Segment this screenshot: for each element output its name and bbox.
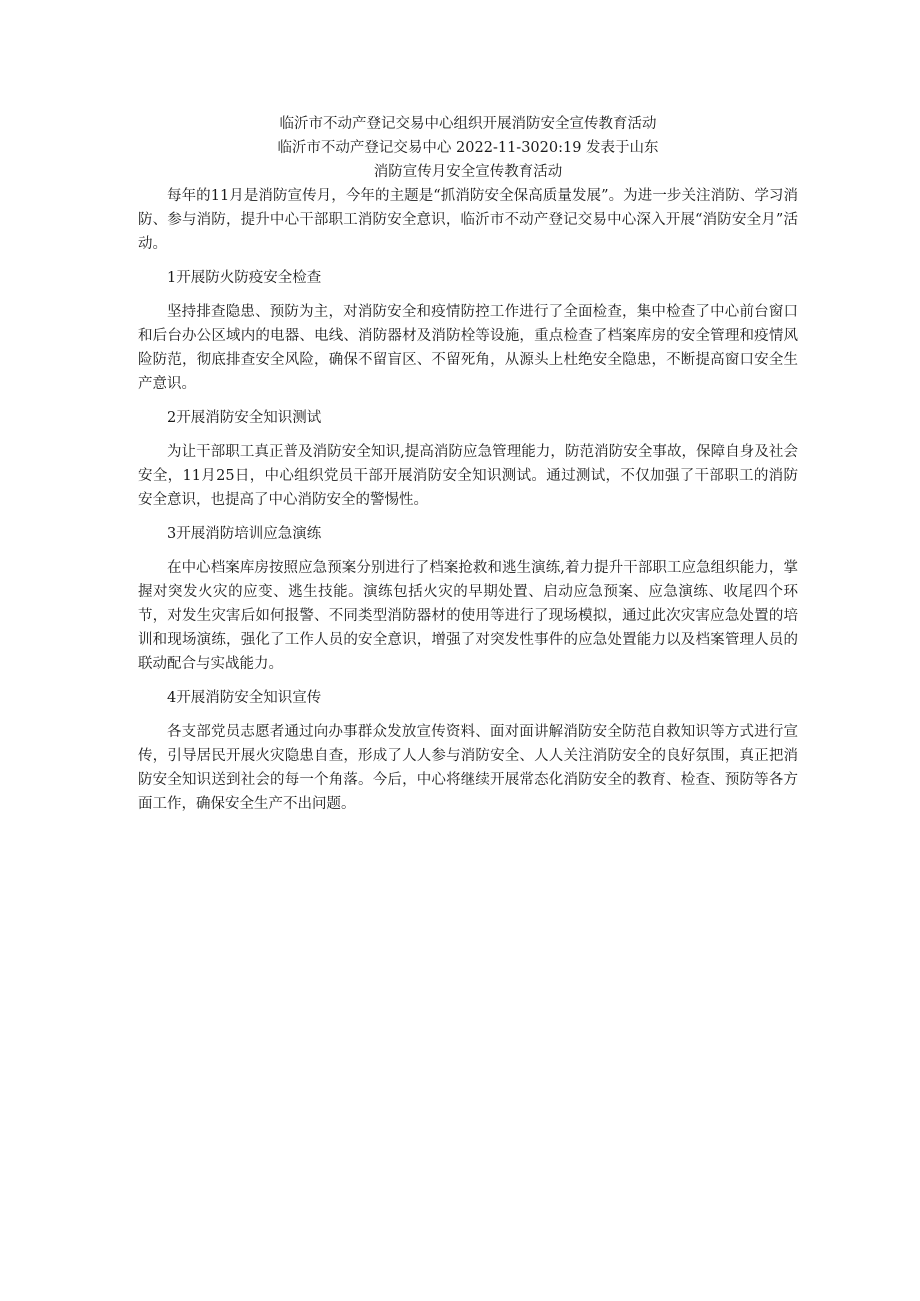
title-block: [138, 112, 798, 184]
document-title: 临沂市不动产登记交易中心组织开展消防安全宣传教育活动: [279, 116, 657, 132]
section-body-2: 为让干部职工真正普及消防安全知识,提高消防应急管理能力，防范消防安全事故，保障自身及社会安全，11月25日，中心组织党员干部开展消防安全知识测试。通过测试，不仅加强了干部职工的消防安全意识，也提高了中心消防安全的警惕性。: [138, 444, 798, 508]
section-body-3: 在中心档案库房按照应急预案分别进行了档案抢救和逃生演练,着力提升干部职工应急组织能力，掌握对突发火灾的应变、逃生技能。演练包括火灾的早期处置、启动应急预案、应急演练、收尾四个环节，对发生灾害后如何报警、不同类型消防器材的使用等进行了现场模拟，通过此次灾害应急处置的培训和现场演练，强化了工作人员的安全意识，增强了对突发性事件的应急处置能力以及档案管理人员的联动配合与实战能力。: [138, 560, 798, 672]
section-body-4: 各支部党员志愿者通过向办事群众发放宣传资料、面对面讲解消防安全防范自救知识等方式进行宣传，引导居民开展火灾隐患自查，形成了人人参与消防安全、人人关注消防安全的良好氛围，真正把消防安全知识送到社会的每一个角落。今后，中心将继续开展常态化消防安全的教育、检查、预防等各方面工作，确保安全生产不出问题。: [138, 724, 798, 812]
document-subtitle: 消防宣传月安全宣传教育活动: [373, 164, 563, 180]
section-heading-3: 3开展消防培训应急演练: [167, 526, 322, 542]
section-heading-1: 1开展防火防疫安全检查: [167, 270, 322, 286]
document-page: [138, 112, 798, 826]
section-heading-4: 4开展消防安全知识宣传: [167, 690, 322, 706]
section-heading-2: 2开展消防安全知识测试: [167, 410, 322, 426]
section-body-1: 坚持排查隐患、预防为主，对消防安全和疫情防控工作进行了全面检查，集中检查了中心前台窗口和后台办公区域内的电器、电线、消防器材及消防栓等设施，重点检查了档案库房的安全管理和疫情风险防范，彻底排查安全风险，确保不留盲区、不留死角，从源头上杜绝安全隐患，不断提高窗口安全生产意识。: [138, 304, 798, 392]
document-byline: 临沂市不动产登记交易中心 2022-11-3020:19 发表于山东: [277, 140, 659, 156]
intro-paragraph: 每年的11月是消防宣传月，今年的主题是“抓消防安全保高质量发展”。为进一步关注消防、学习消防、参与消防，提升中心干部职工消防安全意识，临沂市不动产登记交易中心深入开展“消防安全月”活动。: [138, 188, 798, 252]
